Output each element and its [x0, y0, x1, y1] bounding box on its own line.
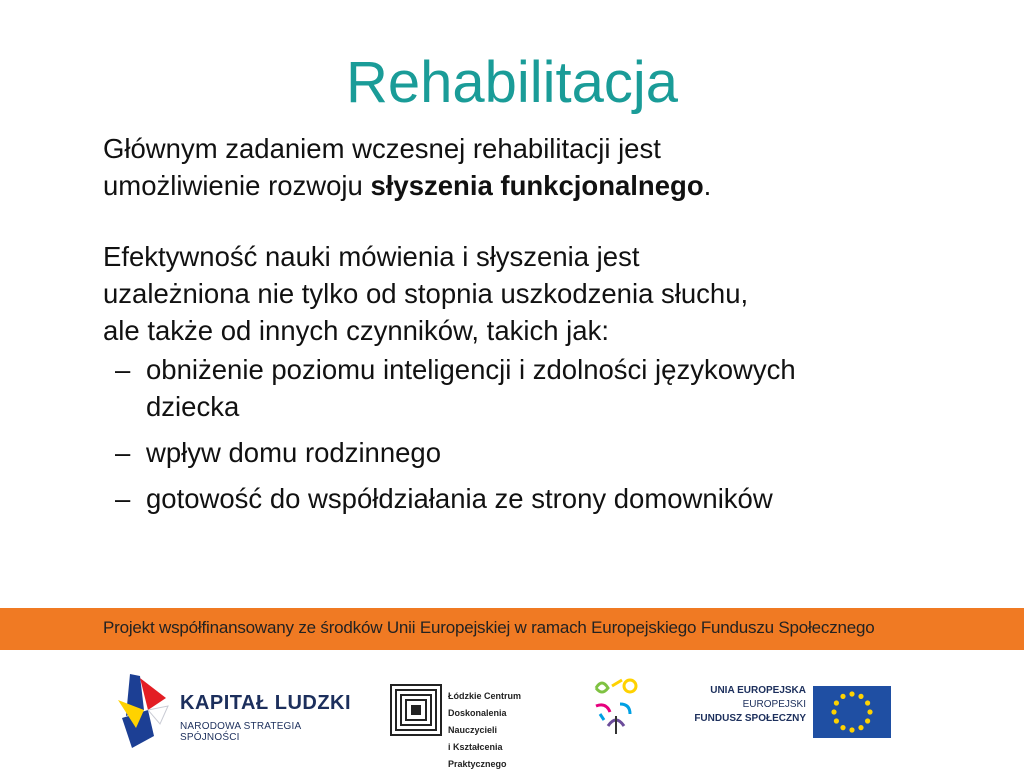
- list-item-text: obniżenie poziomu inteligencji i zdolności językowych dziecka: [146, 354, 796, 422]
- colorful-figure-logo: [590, 676, 642, 744]
- paragraph-2-line-2: uzależniona nie tylko od stopnia uszkodzenia słuchu,: [103, 278, 749, 309]
- list-item: [103, 434, 993, 471]
- slide-body: [103, 130, 993, 517]
- eu-line-1: UNIA EUROPEJSKA: [710, 685, 806, 696]
- kapital-ludzki-title: KAPITAŁ LUDZKI: [180, 692, 352, 714]
- kapital-ludzki-star-icon: [118, 670, 178, 752]
- slide-title: Rehabilitacja: [345, 50, 679, 115]
- eu-flag-icon: [813, 686, 891, 738]
- lcdnikp-logo: [390, 684, 550, 769]
- lcdnikp-line-1: Łódzkie Centrum: [448, 691, 522, 701]
- paragraph-1-text: Głównym zadaniem wczesnej rehabilitacji jest umożliwienie rozwoju: [103, 133, 661, 201]
- paragraph-1-bold: słyszenia funkcjonalnego: [370, 170, 704, 201]
- eu-line-2: EUROPEJSKI: [742, 699, 806, 710]
- paragraph-1: [103, 130, 823, 204]
- paragraph-2-line-1: Efektywność nauki mówienia i słyszenia jest: [103, 241, 640, 272]
- lcdnikp-name: [448, 688, 550, 773]
- kapital-ludzki-subtitle: NARODOWA STRATEGIA SPÓJNOŚCI: [180, 721, 301, 743]
- paragraph-1-end: .: [703, 170, 712, 201]
- paragraph-2: [103, 238, 993, 349]
- eu-line-3: FUNDUSZ SPOŁECZNY: [694, 713, 806, 724]
- list-item: [103, 480, 993, 517]
- funding-statement: Projekt współfinansowany ze środków Unii Europejskiej w ramach Europejskiego Funduszu Społecznego: [103, 618, 875, 637]
- bullet-dash: –: [115, 437, 131, 468]
- lcdnikp-line-3: i Kształcenia Praktycznego: [448, 742, 507, 769]
- bullet-dash: –: [115, 354, 131, 385]
- paragraph-2-line-3: ale także od innych czynników, takich jak:: [103, 315, 609, 346]
- eu-logo: [688, 682, 888, 742]
- concentric-squares-icon: [390, 684, 442, 736]
- kapital-ludzki-logo: [118, 670, 358, 752]
- lcdnikp-line-2: Doskonalenia Nauczycieli: [448, 708, 507, 735]
- eu-stars-icon: [813, 686, 891, 738]
- list-item: [103, 351, 826, 425]
- bullet-dash: –: [115, 483, 131, 514]
- figure-icon: [590, 676, 642, 744]
- eu-logo-text: [688, 684, 806, 726]
- factor-list: [103, 351, 993, 517]
- list-item-text: gotowość do współdziałania ze strony domowników: [146, 483, 773, 514]
- logo-strip: [0, 650, 1024, 768]
- footer-band: [0, 608, 1024, 650]
- list-item-text: wpływ domu rodzinnego: [146, 437, 442, 468]
